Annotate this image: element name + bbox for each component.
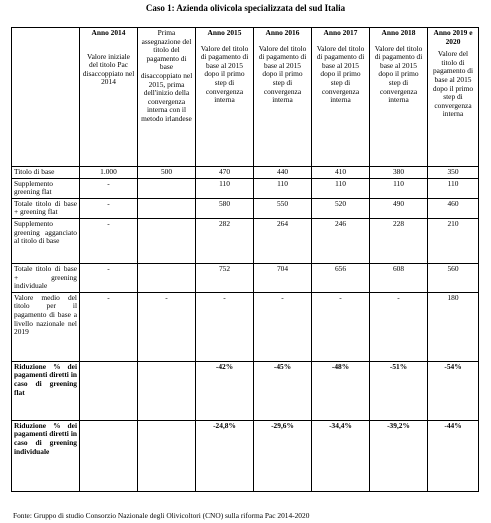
table-cell: 580: [196, 198, 254, 218]
row-label: Totale titolo di base + greening individuale: [12, 263, 80, 292]
table-cell: [138, 420, 196, 491]
table-cell: -54%: [428, 361, 479, 420]
table-row: [12, 198, 479, 218]
column-description: Prima assegnazione del titolo del pagamento di base disaccoppiato nel 2015, prima dell'inizio della convergenza interna con il metodo irlandese: [140, 28, 193, 123]
table-cell: 752: [196, 263, 254, 292]
table-cell: 410: [312, 167, 370, 179]
table-cell: [138, 361, 196, 420]
column-description: Valore iniziale del titolo Pac disaccoppiato nel 2014: [82, 51, 135, 87]
table-cell: 380: [370, 167, 428, 179]
table-cell: -44%: [428, 420, 479, 491]
header-row: [12, 28, 479, 167]
table-cell: -: [312, 292, 370, 361]
column-year: Anno 2015: [207, 28, 242, 37]
table-row: [12, 292, 479, 361]
row-label: Riduzione % dei pagamenti diretti in caso di greening flat: [12, 361, 80, 420]
table-cell: 282: [196, 218, 254, 263]
table-cell: -: [80, 292, 138, 361]
table-cell: -: [254, 292, 312, 361]
table-cell: 1.000: [80, 167, 138, 179]
column-year: Anno 2017: [323, 28, 358, 37]
table-row: [12, 263, 479, 292]
table-cell: 228: [370, 218, 428, 263]
table-row: [12, 218, 479, 263]
table-cell: 210: [428, 218, 479, 263]
table-cell: 110: [196, 178, 254, 198]
table-cell: -42%: [196, 361, 254, 420]
table-cell: [138, 218, 196, 263]
table-cell: -29,6%: [254, 420, 312, 491]
header-cell: [370, 28, 428, 167]
table-cell: -: [80, 263, 138, 292]
table-cell: 246: [312, 218, 370, 263]
table-cell: 460: [428, 198, 479, 218]
table-cell: 500: [138, 167, 196, 179]
table-row: [12, 178, 479, 198]
table-cell: 560: [428, 263, 479, 292]
column-description: Valore del titolo di pagamento di base al 2015 dopo il primo step di convergenza interna: [200, 43, 249, 105]
row-label: Supplemento greening flat: [12, 178, 80, 198]
table-cell: [138, 263, 196, 292]
column-year: Anno 2019 e 2020: [433, 28, 473, 46]
table-cell: [138, 178, 196, 198]
table-row: [12, 167, 479, 179]
table-cell: [80, 420, 138, 491]
table-cell: 440: [254, 167, 312, 179]
table-cell: 704: [254, 263, 312, 292]
table-cell: 264: [254, 218, 312, 263]
source-note: Fonte: Gruppo di studio Consorzio Nazionale degli Olivicoltori (CNO) sulla riforma Pac 2014-2020: [13, 511, 310, 520]
column-year: Anno 2018: [381, 28, 416, 37]
row-label: Totale titolo di base + greening flat: [12, 198, 80, 218]
table-cell: -: [80, 218, 138, 263]
table-cell: 490: [370, 198, 428, 218]
table-cell: 110: [312, 178, 370, 198]
table-cell: 350: [428, 167, 479, 179]
table-cell: -51%: [370, 361, 428, 420]
column-description: Valore del titolo di pagamento di base al 2015 dopo il primo step di convergenza interna: [258, 43, 307, 105]
table-cell: 656: [312, 263, 370, 292]
table-cell: -: [138, 292, 196, 361]
table-title: Caso 1: Azienda olivicola specializzata del sud Italia: [145, 3, 346, 13]
column-description: Valore del titolo di pagamento di base al 2015 dopo il primo step di convergenza interna: [374, 43, 423, 105]
header-cell: [80, 28, 138, 167]
table-cell: 470: [196, 167, 254, 179]
table-cell: -48%: [312, 361, 370, 420]
table-cell: -45%: [254, 361, 312, 420]
header-cell: [196, 28, 254, 167]
table-cell: -24,8%: [196, 420, 254, 491]
table-cell: -: [370, 292, 428, 361]
table-cell: -39,2%: [370, 420, 428, 491]
table-cell: [138, 198, 196, 218]
header-cell-empty: [12, 28, 80, 167]
table-cell: 608: [370, 263, 428, 292]
table-cell: 110: [428, 178, 479, 198]
header-cell: [138, 28, 196, 167]
table-cell: [80, 361, 138, 420]
table-cell: 180: [428, 292, 479, 361]
column-description: Valore del titolo di pagamento di base al 2015 dopo il primo step di convergenza interna: [432, 49, 474, 119]
column-year: Anno 2014: [91, 28, 126, 37]
row-label: Riduzione % dei pagamenti diretti in caso di greening individuale: [12, 420, 80, 491]
table-cell: 110: [254, 178, 312, 198]
column-description: Valore del titolo di pagamento di base al 2015 dopo il primo step di convergenza interna: [316, 43, 365, 105]
header-cell: [428, 28, 479, 167]
table-cell: 110: [370, 178, 428, 198]
column-year: Anno 2016: [265, 28, 300, 37]
row-label: Valore medio del titolo per il pagamento di base a livello nazionale nel 2019: [12, 292, 80, 361]
table-cell: -: [196, 292, 254, 361]
header-cell: [254, 28, 312, 167]
row-label: Titolo di base: [12, 167, 80, 179]
table-cell: 550: [254, 198, 312, 218]
row-label: Supplemento greening agganciato al titolo di base: [12, 218, 80, 263]
table-row: [12, 420, 479, 491]
table-cell: -34,4%: [312, 420, 370, 491]
table-cell: -: [80, 198, 138, 218]
table-cell: 520: [312, 198, 370, 218]
table-row: [12, 361, 479, 420]
table-cell: -: [80, 178, 138, 198]
header-cell: [312, 28, 370, 167]
data-table: [11, 27, 479, 492]
